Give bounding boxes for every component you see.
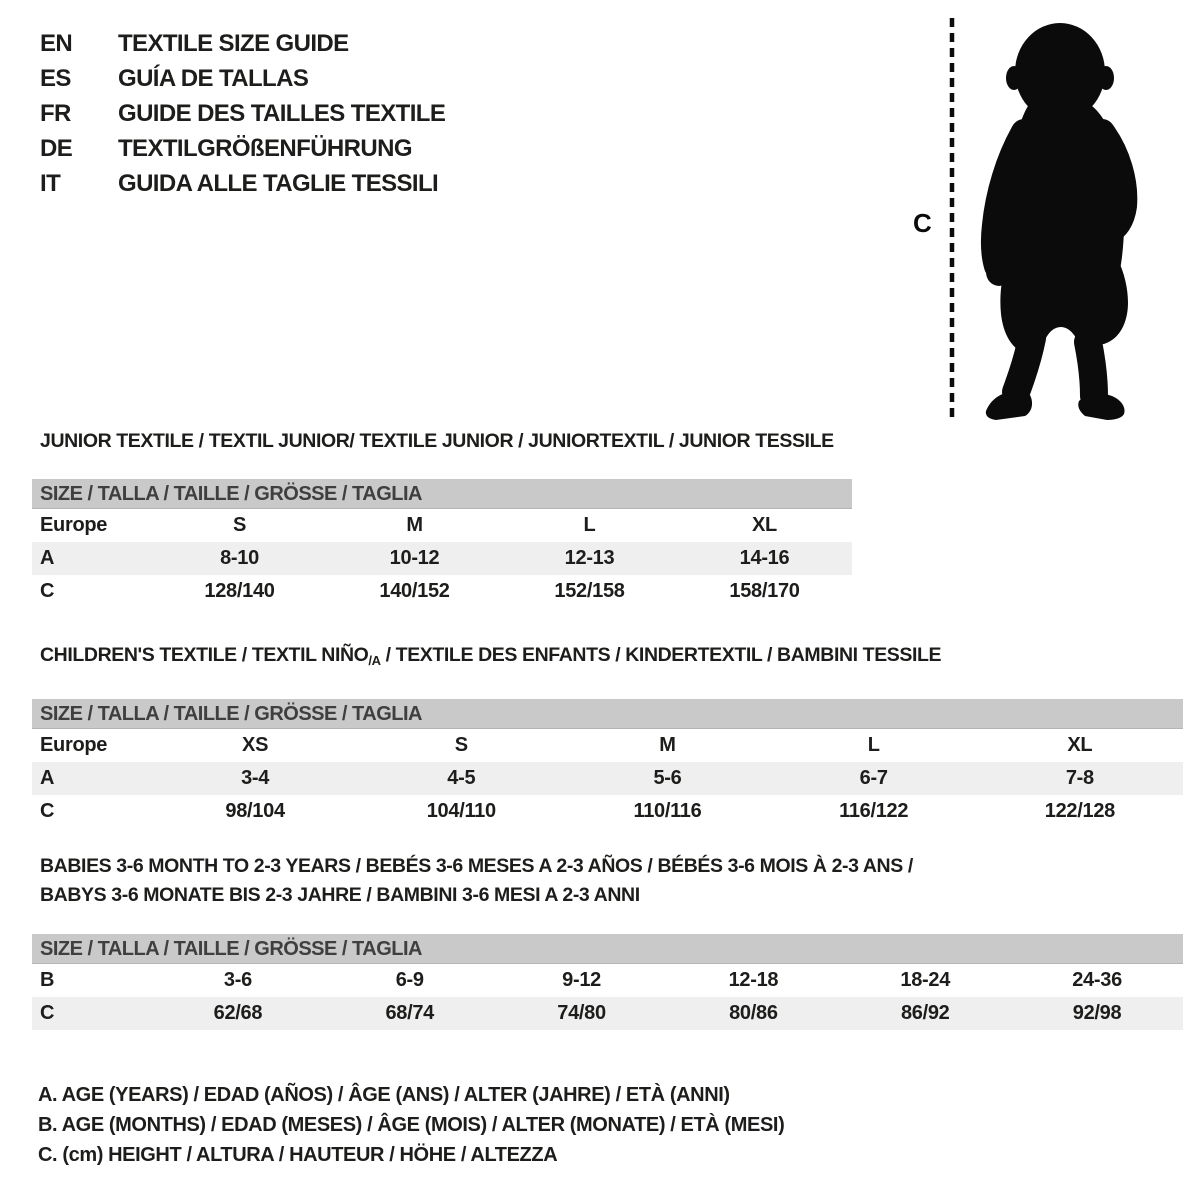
- footnote-c: C. (cm) HEIGHT / ALTURA / HAUTEUR / HÖHE / ALTEZZA: [38, 1144, 558, 1166]
- height-dashed-line-icon: [948, 18, 956, 418]
- junior-size-table: [32, 509, 852, 608]
- children-size-table: [32, 729, 1183, 828]
- guide-title-en: TEXTILE SIZE GUIDE: [118, 29, 349, 57]
- table-cell: 122/128: [1044, 800, 1115, 822]
- section-children-textile: [32, 644, 1183, 828]
- row-label: C: [40, 1002, 55, 1024]
- title-subscript: /A: [368, 653, 381, 668]
- footnotes: [32, 1080, 1183, 1170]
- language-row-en: [40, 26, 445, 61]
- table-cell: 86/92: [900, 1002, 950, 1024]
- row-label: A: [40, 547, 55, 569]
- table-row: [32, 575, 852, 608]
- table-row: [32, 729, 1183, 762]
- section-babies-textile: [32, 852, 1183, 1030]
- guide-title-it: GUIDA ALLE TAGLIE TESSILI: [118, 169, 439, 197]
- table-cell: XL: [1067, 734, 1093, 756]
- toddler-silhouette-icon: [968, 20, 1153, 420]
- table-cell: S: [454, 734, 468, 756]
- size-header-bar: SIZE / TALLA / TAILLE / GRÖSSE / TAGLIA: [32, 699, 1183, 729]
- table-cell: 3-4: [241, 767, 270, 789]
- table-row: [32, 964, 1183, 997]
- language-row-it: [40, 166, 445, 201]
- language-row-de: [40, 131, 445, 166]
- guide-title-fr: GUIDE DES TAILLES TEXTILE: [118, 99, 446, 127]
- table-cell: 6-9: [395, 969, 424, 991]
- table-cell: L: [867, 734, 880, 756]
- size-header-bar: SIZE / TALLA / TAILLE / GRÖSSE / TAGLIA: [32, 934, 1183, 964]
- table-row: [32, 795, 1183, 828]
- language-list: [40, 26, 445, 201]
- table-cell: 92/98: [1072, 1002, 1122, 1024]
- section-junior-textile: [32, 430, 852, 608]
- language-code: FR: [40, 99, 71, 127]
- guide-title-de: TEXTILGRÖßENFÜHRUNG: [118, 134, 412, 162]
- size-header-bar: SIZE / TALLA / TAILLE / GRÖSSE / TAGLIA: [32, 479, 852, 509]
- table-cell: 152/158: [554, 580, 625, 602]
- title-line-1: BABIES 3-6 MONTH TO 2-3 YEARS / BEBÉS 3-6 MESES A 2-3 AÑOS / BÉBÉS 3-6 MOIS À 2-3 ANS /: [40, 855, 913, 877]
- measure-label-c: C: [913, 208, 932, 238]
- height-measure-figure: [905, 12, 1175, 424]
- table-cell: 104/110: [426, 800, 496, 822]
- title-line-2: BABYS 3-6 MONATE BIS 2-3 JAHRE / BAMBINI 3-6 MESI A 2-3 ANNI: [40, 884, 640, 906]
- table-row: [32, 542, 852, 575]
- table-cell: 12-18: [728, 969, 779, 991]
- table-cell: 5-6: [653, 767, 682, 789]
- row-label: C: [40, 800, 55, 822]
- table-cell: 80/86: [729, 1002, 778, 1024]
- table-cell: 8-10: [220, 547, 259, 569]
- table-cell: 12-13: [564, 547, 615, 569]
- table-cell: 14-16: [739, 547, 790, 569]
- table-cell: 3-6: [223, 969, 252, 991]
- row-label: B: [40, 969, 55, 991]
- table-cell: 10-12: [389, 547, 440, 569]
- section-title-children: [32, 644, 1183, 672]
- table-cell: XL: [752, 514, 777, 536]
- babies-size-table: [32, 964, 1183, 1030]
- table-cell: M: [406, 514, 423, 536]
- table-cell: 140/152: [379, 580, 450, 602]
- section-title-babies: [32, 852, 1183, 910]
- table-cell: 158/170: [729, 580, 800, 602]
- table-cell: S: [232, 514, 247, 536]
- table-cell: XS: [242, 734, 269, 756]
- table-cell: 6-7: [859, 767, 888, 789]
- row-label: A: [40, 767, 55, 789]
- guide-title-es: GUÍA DE TALLAS: [118, 64, 309, 92]
- language-code: DE: [40, 134, 73, 162]
- table-cell: L: [583, 514, 596, 536]
- language-row-fr: [40, 96, 445, 131]
- language-row-es: [40, 61, 445, 96]
- table-cell: 110/116: [633, 800, 702, 822]
- table-cell: 24-36: [1072, 969, 1122, 991]
- table-cell: 68/74: [385, 1002, 435, 1024]
- table-cell: 4-5: [447, 767, 476, 789]
- row-label: C: [40, 580, 55, 602]
- tables-area: [32, 430, 1183, 1170]
- section-title-junior: JUNIOR TEXTILE / TEXTIL JUNIOR/ TEXTILE JUNIOR / JUNIORTEXTIL / JUNIOR TESSILE: [40, 430, 834, 452]
- row-label: Europe: [40, 734, 108, 756]
- table-row: [32, 997, 1183, 1030]
- table-cell: 128/140: [204, 580, 275, 602]
- footnote-a: A. AGE (YEARS) / EDAD (AÑOS) / ÂGE (ANS) / ALTER (JAHRE) / ETÀ (ANNI): [38, 1084, 730, 1106]
- table-cell: 98/104: [225, 800, 285, 822]
- table-cell: 62/68: [213, 1002, 263, 1024]
- table-cell: 74/80: [557, 1002, 606, 1024]
- table-cell: 9-12: [562, 969, 601, 991]
- language-code: EN: [40, 29, 73, 57]
- title-text: / TEXTILE DES ENFANTS / KINDERTEXTIL / BAMBINI TESSILE: [380, 644, 942, 666]
- title-text: CHILDREN'S TEXTILE / TEXTIL NIÑO: [40, 644, 369, 666]
- language-code: IT: [40, 169, 61, 197]
- table-row: [32, 509, 852, 542]
- table-cell: 116/122: [839, 800, 909, 822]
- footnote-b: B. AGE (MONTHS) / EDAD (MESES) / ÂGE (MOIS) / ALTER (MONATE) / ETÀ (MESI): [38, 1114, 785, 1136]
- table-cell: 18-24: [900, 969, 951, 991]
- table-cell: 7-8: [1065, 767, 1094, 789]
- table-row: [32, 762, 1183, 795]
- table-cell: M: [659, 734, 676, 756]
- language-code: ES: [40, 64, 71, 92]
- row-label: Europe: [40, 514, 108, 536]
